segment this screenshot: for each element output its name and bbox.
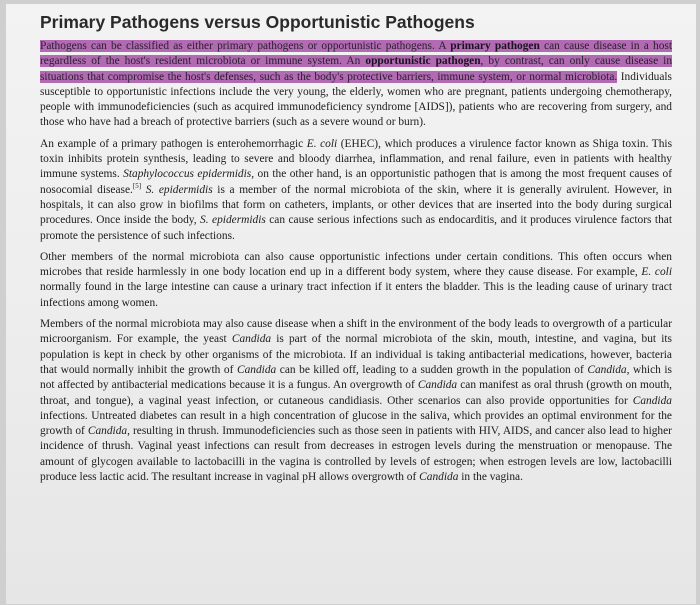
italic-term: S. epidermidis bbox=[200, 214, 266, 227]
italic-term: Candida bbox=[419, 471, 459, 484]
italic-term: S. epidermidis bbox=[141, 183, 213, 196]
italic-term: Candida bbox=[632, 394, 672, 407]
text-run: An example of a primary pathogen is enterohemorrhagic bbox=[40, 137, 307, 150]
italic-term: Candida bbox=[417, 379, 458, 392]
text-run: , which is not affected by antibacterial medications because it is a fungus. An overgrowth of bbox=[40, 363, 672, 392]
italic-term: E. coli bbox=[306, 137, 338, 150]
text-run: normally found in the large intestine can cause a urinary tract infection if it enters the bladder. This is the leading cause of urinary tract infections among women. bbox=[40, 281, 672, 309]
text-run: infections. Untreated diabetes can result in a high concentration of glucose in the saliva, which provides an optimal environment for the growth of bbox=[40, 409, 672, 438]
paragraph-classification bbox=[40, 39, 672, 131]
text-run: is a member of the normal microbiota of the skin, where it is generally avirulent. However, in hospitals, it can also grow in biofilms that form on catheters, implants, or other devices that are inserted into the body during surgical procedures. Once inside the body, bbox=[40, 183, 672, 227]
citation-link[interactable]: [5] bbox=[132, 181, 142, 190]
paragraph-candida bbox=[40, 317, 672, 485]
italic-term: Candida bbox=[87, 425, 128, 438]
highlighted-text: , by contrast, can only cause disease in situations that compromise the host's defenses, such as the body's protective barriers, immune system, or normal microbiota. bbox=[40, 55, 673, 83]
text-run: (EHEC), which produces a virulence factor known as Shiga toxin. This toxin inhibits protein synthesis, leading to severe and bloody diarrhea, inflammation, and renal failure, even in patients with healthy immune systems. bbox=[40, 137, 672, 181]
italic-term: Candida bbox=[231, 333, 272, 346]
text-run: can manifest as oral thrush (growth on mouth, throat, and tongue), a vaginal yeast infection, or cutaneous candidiasis. Other scenarios can also provide opportunities for bbox=[40, 379, 672, 407]
paragraph-normal-microbiota bbox=[40, 250, 672, 311]
paragraph-examples bbox=[40, 137, 672, 244]
page-title: Primary Pathogens versus Opportunistic Pathogens bbox=[40, 12, 475, 32]
term-primary-pathogen: primary pathogen bbox=[450, 40, 540, 52]
paragraph-text: Individuals susceptible to opportunistic infections include the very young, the elderly, women who are pregnant, patients undergoing chemotherapy, people with immunodeficiencies (such as acquired immunodeficiency syndrome [AIDS]), patients who are recovering from surgery, and those who have had a breach of protective barriers (such as a severe wound or burn). bbox=[40, 70, 672, 129]
italic-term: E. coli bbox=[641, 266, 672, 279]
italic-term: Candida bbox=[236, 363, 277, 376]
textbook-page bbox=[6, 4, 696, 604]
highlighted-text: can cause disease in a host regardless of the host's resident microbiota or immune system. An bbox=[40, 40, 672, 68]
text-run: in the vagina. bbox=[458, 471, 523, 484]
italic-term: Staphylococcus epidermidis bbox=[123, 168, 252, 181]
text-run: is part of the normal microbiota of the skin, mouth, intestine, and vagina, but its population is kept in check by other organisms of the microbiota. If an individual is taking antibacterial medications, however, bacteria that would normally inhibit the growth of bbox=[40, 333, 672, 376]
text-run: Other members of the normal microbiota can also cause opportunistic infections under certain conditions. This often occurs when microbes that reside harmlessly in one body location end up in a different body system, where they cause disease. For example, bbox=[40, 250, 672, 279]
text-run: can be killed off, leading to a sudden growth in the population of bbox=[276, 363, 588, 376]
highlighted-text: Pathogens can be classified as either primary pathogens or opportunistic pathogens. A bbox=[40, 40, 451, 52]
text-run: can cause serious infections such as endocarditis, and it produces virulence factors that promote the persistence of such infections. bbox=[40, 214, 672, 242]
term-opportunistic-pathogen: opportunistic pathogen bbox=[365, 55, 481, 68]
italic-term: Candida bbox=[587, 363, 627, 376]
text-run: Members of the normal microbiota may also cause disease when a shift in the environment of the body leads to overgrowth of a particular microorganism. For example, the yeast bbox=[40, 318, 672, 346]
text-run: , on the other hand, is an opportunistic pathogen that is among the most frequent causes of nosocomial disease. bbox=[40, 168, 672, 196]
text-run: , resulting in thrush. Immunodeficiencies such as those seen in patients with HIV, AIDS, and cancer also lead to higher incidence of thrush. Vaginal yeast infections can result from decreases in estrogen levels during the menstruation or menopause. The amount of glycogen available to lactobacilli in the vagina is controlled by levels of estrogen; when estrogen levels are low, lactobacilli produce less lactic acid. The resultant increase in vaginal pH allows overgrowth of bbox=[40, 425, 672, 484]
